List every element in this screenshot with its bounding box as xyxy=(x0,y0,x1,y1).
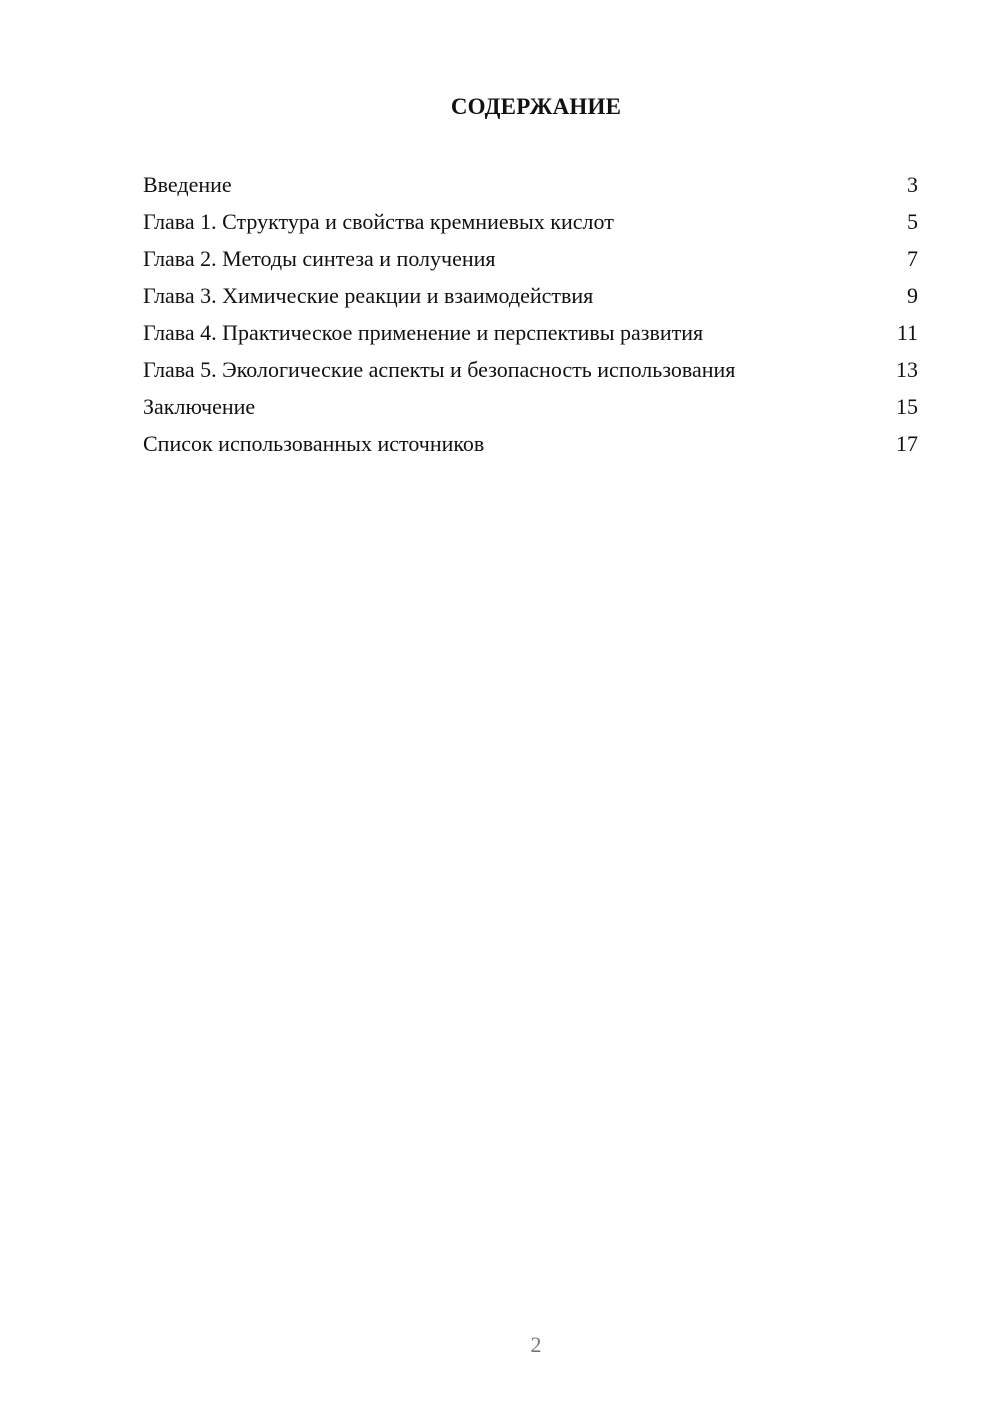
toc-title: СОДЕРЖАНИЕ xyxy=(450,94,622,119)
toc-item-title: Введение xyxy=(143,172,232,197)
toc-item-page: 7 xyxy=(907,246,918,271)
toc-item-title: Глава 1. Структура и свойства кремниевых кислот xyxy=(143,209,614,234)
toc-item-page: 5 xyxy=(907,209,918,234)
toc-item-chapter-2[interactable] xyxy=(143,243,918,280)
toc-item-title: Глава 4. Практическое применение и перспективы развития xyxy=(143,320,704,345)
toc-item-page: 15 xyxy=(896,394,918,419)
toc-item-page: 9 xyxy=(907,283,918,308)
page-number: 2 xyxy=(530,1332,542,1357)
toc-list xyxy=(143,169,918,465)
toc-item-page: 13 xyxy=(896,357,918,382)
toc-item-title: Заключение xyxy=(143,394,256,419)
toc-item-chapter-1[interactable] xyxy=(143,206,918,243)
toc-item-introduction[interactable] xyxy=(143,169,918,206)
toc-item-references[interactable] xyxy=(143,428,918,465)
toc-item-page: 11 xyxy=(896,320,918,345)
toc-item-page: 17 xyxy=(896,431,918,456)
toc-item-chapter-4[interactable] xyxy=(143,317,918,354)
toc-item-conclusion[interactable] xyxy=(143,391,918,428)
toc-item-chapter-3[interactable] xyxy=(143,280,918,317)
toc-item-title: Глава 5. Экологические аспекты и безопасность использования xyxy=(143,357,736,382)
toc-item-title: Глава 2. Методы синтеза и получения xyxy=(143,246,496,271)
toc-item-title: Список использованных источников xyxy=(143,431,485,456)
toc-item-chapter-5[interactable] xyxy=(143,354,918,391)
toc-item-title: Глава 3. Химические реакции и взаимодействия xyxy=(143,283,594,308)
toc-item-page: 3 xyxy=(907,172,918,197)
